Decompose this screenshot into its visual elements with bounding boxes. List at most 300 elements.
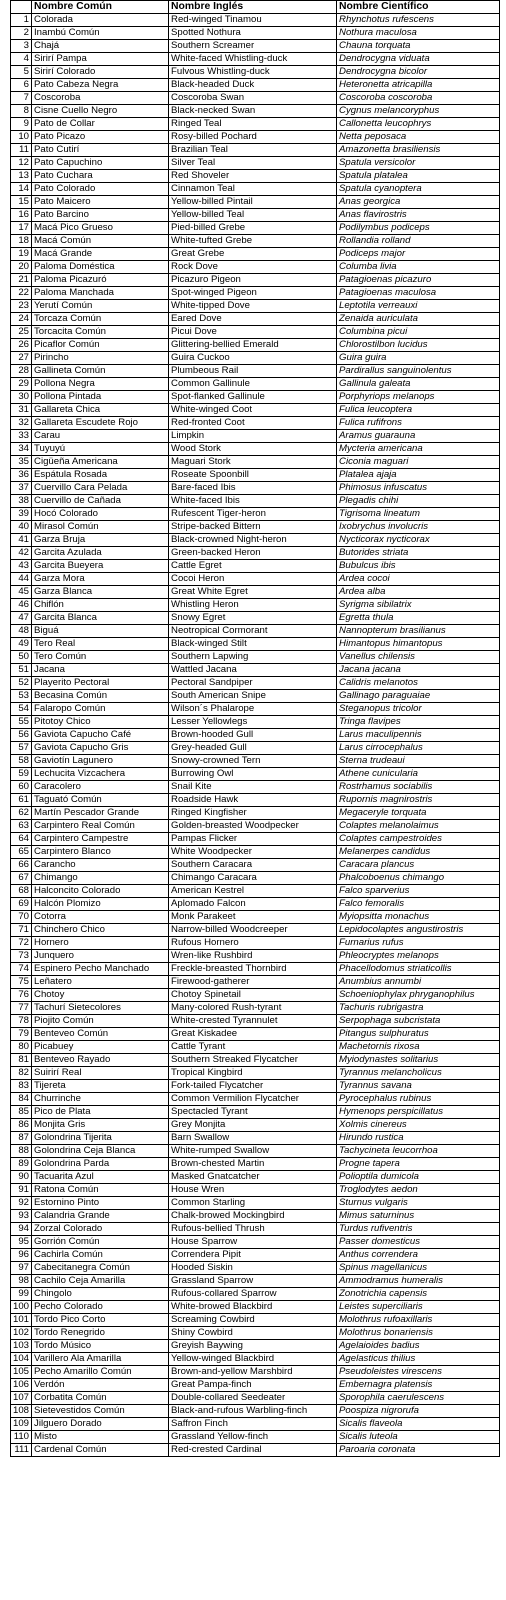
english-name-cell: Great Pampa-finch xyxy=(169,1379,337,1392)
common-name-cell: Pato Cutirí xyxy=(32,144,169,157)
table-row xyxy=(11,430,500,443)
row-number: 105 xyxy=(11,1366,32,1379)
english-name-cell: Screaming Cowbird xyxy=(169,1314,337,1327)
row-number: 98 xyxy=(11,1275,32,1288)
scientific-name-cell: Rollandia rolland xyxy=(337,235,500,248)
common-name-cell: Macá Grande xyxy=(32,248,169,261)
common-name-cell: Lechucita Vizcachera xyxy=(32,768,169,781)
row-number: 77 xyxy=(11,1002,32,1015)
common-name-cell: Pico de Plata xyxy=(32,1106,169,1119)
common-name-cell: Carau xyxy=(32,430,169,443)
english-name-cell: Black-and-rufous Warbling-finch xyxy=(169,1405,337,1418)
common-name-cell: Taguató Común xyxy=(32,794,169,807)
scientific-name-cell: Gallinago paraguaiae xyxy=(337,690,500,703)
table-row xyxy=(11,872,500,885)
scientific-name-cell: Dendrocygna bicolor xyxy=(337,66,500,79)
scientific-name-cell: Podiceps major xyxy=(337,248,500,261)
english-name-cell: Many-colored Rush-tyrant xyxy=(169,1002,337,1015)
scientific-name-cell: Molothrus rufoaxillaris xyxy=(337,1314,500,1327)
row-number: 2 xyxy=(11,27,32,40)
common-name-cell: Gaviota Capucho Café xyxy=(32,729,169,742)
common-name-cell: Garcita Bueyera xyxy=(32,560,169,573)
table-row xyxy=(11,508,500,521)
scientific-name-cell: Tachuris rubrigastra xyxy=(337,1002,500,1015)
english-name-cell: Narrow-billed Woodcreeper xyxy=(169,924,337,937)
english-name-cell: Wood Stork xyxy=(169,443,337,456)
table-row xyxy=(11,1418,500,1431)
common-name-cell: Tero Real xyxy=(32,638,169,651)
english-name-cell: Yellow-winged Blackbird xyxy=(169,1353,337,1366)
scientific-name-cell: Myiodynastes solitarius xyxy=(337,1054,500,1067)
common-name-cell: Chajá xyxy=(32,40,169,53)
table-row xyxy=(11,443,500,456)
table-row xyxy=(11,521,500,534)
row-number: 88 xyxy=(11,1145,32,1158)
scientific-name-cell: Anas georgica xyxy=(337,196,500,209)
english-name-cell: Rock Dove xyxy=(169,261,337,274)
scientific-name-cell: Mycteria americana xyxy=(337,443,500,456)
english-name-cell: Brown-chested Martin xyxy=(169,1158,337,1171)
row-number: 103 xyxy=(11,1340,32,1353)
scientific-name-cell: Passer domesticus xyxy=(337,1236,500,1249)
english-name-cell: Maguari Stork xyxy=(169,456,337,469)
english-name-cell: Grey-headed Gull xyxy=(169,742,337,755)
english-name-cell: Red-winged Tinamou xyxy=(169,14,337,27)
row-number: 80 xyxy=(11,1041,32,1054)
common-name-cell: Carpintero Real Común xyxy=(32,820,169,833)
english-name-cell: Chotoy Spinetail xyxy=(169,989,337,1002)
common-name-cell: Tacuarita Azul xyxy=(32,1171,169,1184)
common-name-cell: Hocó Colorado xyxy=(32,508,169,521)
english-name-cell: Barn Swallow xyxy=(169,1132,337,1145)
table-row xyxy=(11,1080,500,1093)
common-name-cell: Pollona Negra xyxy=(32,378,169,391)
common-name-cell: Gallareta Chica xyxy=(32,404,169,417)
english-name-cell: Rufous-collared Sparrow xyxy=(169,1288,337,1301)
common-name-cell: Cisne Cuello Negro xyxy=(32,105,169,118)
row-number: 85 xyxy=(11,1106,32,1119)
table-row xyxy=(11,131,500,144)
table-row xyxy=(11,924,500,937)
english-name-cell: Red-crested Cardinal xyxy=(169,1444,337,1457)
english-name-cell: Greyish Baywing xyxy=(169,1340,337,1353)
table-row xyxy=(11,534,500,547)
common-name-cell: Pirincho xyxy=(32,352,169,365)
scientific-name-cell: Syrigma sibilatrix xyxy=(337,599,500,612)
row-number: 32 xyxy=(11,417,32,430)
row-number: 37 xyxy=(11,482,32,495)
english-name-cell: Firewood-gatherer xyxy=(169,976,337,989)
table-row xyxy=(11,1067,500,1080)
common-name-cell: Pato Barcino xyxy=(32,209,169,222)
row-number: 59 xyxy=(11,768,32,781)
common-name-cell: Zorzal Colorado xyxy=(32,1223,169,1236)
table-row xyxy=(11,92,500,105)
table-row xyxy=(11,1353,500,1366)
english-name-cell: Cattle Tyrant xyxy=(169,1041,337,1054)
english-name-cell: Common Vermilion Flycatcher xyxy=(169,1093,337,1106)
english-name-cell: Limpkin xyxy=(169,430,337,443)
row-number: 75 xyxy=(11,976,32,989)
english-name-cell: Picui Dove xyxy=(169,326,337,339)
scientific-name-cell: Podilymbus podiceps xyxy=(337,222,500,235)
row-number: 33 xyxy=(11,430,32,443)
common-name-cell: Benteveo Común xyxy=(32,1028,169,1041)
english-name-cell: Correndera Pipit xyxy=(169,1249,337,1262)
row-number: 47 xyxy=(11,612,32,625)
common-name-cell: Cachilo Ceja Amarilla xyxy=(32,1275,169,1288)
scientific-name-cell: Vanellus chilensis xyxy=(337,651,500,664)
table-row xyxy=(11,1327,500,1340)
common-name-cell: Yerutí Común xyxy=(32,300,169,313)
row-number: 12 xyxy=(11,157,32,170)
table-row xyxy=(11,911,500,924)
table-row xyxy=(11,27,500,40)
english-name-cell: Guira Cuckoo xyxy=(169,352,337,365)
common-name-cell: Cabecitanegra Común xyxy=(32,1262,169,1275)
row-number: 27 xyxy=(11,352,32,365)
common-name-cell: Picaflor Común xyxy=(32,339,169,352)
row-number: 7 xyxy=(11,92,32,105)
scientific-name-cell: Sturnus vulgaris xyxy=(337,1197,500,1210)
row-number: 36 xyxy=(11,469,32,482)
table-row xyxy=(11,833,500,846)
table-row xyxy=(11,170,500,183)
english-name-cell: Black-necked Swan xyxy=(169,105,337,118)
english-name-cell: Lesser Yellowlegs xyxy=(169,716,337,729)
table-row xyxy=(11,638,500,651)
row-number: 109 xyxy=(11,1418,32,1431)
scientific-name-cell: Tyrannus savana xyxy=(337,1080,500,1093)
row-number: 110 xyxy=(11,1431,32,1444)
english-name-cell: Saffron Finch xyxy=(169,1418,337,1431)
scientific-name-cell: Patagioenas picazuro xyxy=(337,274,500,287)
scientific-name-cell: Ammodramus humeralis xyxy=(337,1275,500,1288)
row-number: 20 xyxy=(11,261,32,274)
row-number: 90 xyxy=(11,1171,32,1184)
table-row xyxy=(11,1106,500,1119)
scientific-name-cell: Larus maculipennis xyxy=(337,729,500,742)
table-row xyxy=(11,1314,500,1327)
common-name-cell: Cigüeña Americana xyxy=(32,456,169,469)
table-row xyxy=(11,209,500,222)
scientific-name-cell: Myiopsitta monachus xyxy=(337,911,500,924)
common-name-cell: Varillero Ala Amarilla xyxy=(32,1353,169,1366)
common-name-cell: Garza Blanca xyxy=(32,586,169,599)
scientific-name-cell: Phalcoboenus chimango xyxy=(337,872,500,885)
table-row xyxy=(11,196,500,209)
english-name-cell: Red Shoveler xyxy=(169,170,337,183)
common-name-cell: Pollona Pintada xyxy=(32,391,169,404)
english-name-cell: Great Kiskadee xyxy=(169,1028,337,1041)
english-name-cell: Fork-tailed Flycatcher xyxy=(169,1080,337,1093)
english-name-cell: Southern Screamer xyxy=(169,40,337,53)
common-name-cell: Paloma Doméstica xyxy=(32,261,169,274)
english-name-cell: Monk Parakeet xyxy=(169,911,337,924)
row-number: 15 xyxy=(11,196,32,209)
table-row xyxy=(11,742,500,755)
common-name-cell: Verdón xyxy=(32,1379,169,1392)
row-number: 87 xyxy=(11,1132,32,1145)
english-name-cell: Aplomado Falcon xyxy=(169,898,337,911)
table-row xyxy=(11,183,500,196)
row-number: 95 xyxy=(11,1236,32,1249)
scientific-name-cell: Fulica rufifrons xyxy=(337,417,500,430)
common-name-cell: Chimango xyxy=(32,872,169,885)
scientific-name-cell: Serpophaga subcristata xyxy=(337,1015,500,1028)
table-row xyxy=(11,1210,500,1223)
row-number: 101 xyxy=(11,1314,32,1327)
header-english-name: Nombre Inglés xyxy=(169,1,337,14)
scientific-name-cell: Hirundo rustica xyxy=(337,1132,500,1145)
english-name-cell: Black-headed Duck xyxy=(169,79,337,92)
common-name-cell: Garza Mora xyxy=(32,573,169,586)
scientific-name-cell: Tigrisoma lineatum xyxy=(337,508,500,521)
english-name-cell: Pectoral Sandpiper xyxy=(169,677,337,690)
english-name-cell: Roseate Spoonbill xyxy=(169,469,337,482)
common-name-cell: Churrinche xyxy=(32,1093,169,1106)
row-number: 31 xyxy=(11,404,32,417)
scientific-name-cell: Jacana jacana xyxy=(337,664,500,677)
common-name-cell: Hornero xyxy=(32,937,169,950)
table-row xyxy=(11,235,500,248)
english-name-cell: Chalk-browed Mockingbird xyxy=(169,1210,337,1223)
scientific-name-cell: Lepidocolaptes angustirostris xyxy=(337,924,500,937)
table-row xyxy=(11,1002,500,1015)
scientific-name-cell: Colaptes campestroides xyxy=(337,833,500,846)
common-name-cell: Paloma Picazuró xyxy=(32,274,169,287)
row-number: 18 xyxy=(11,235,32,248)
common-name-cell: Tachurí Sietecolores xyxy=(32,1002,169,1015)
row-number: 9 xyxy=(11,118,32,131)
english-name-cell: Snowy-crowned Tern xyxy=(169,755,337,768)
english-name-cell: Ringed Kingfisher xyxy=(169,807,337,820)
row-number: 99 xyxy=(11,1288,32,1301)
row-number: 14 xyxy=(11,183,32,196)
english-name-cell: White-tipped Dove xyxy=(169,300,337,313)
english-name-cell: Whistling Heron xyxy=(169,599,337,612)
scientific-name-cell: Sicalis luteola xyxy=(337,1431,500,1444)
scientific-name-cell: Spatula cyanoptera xyxy=(337,183,500,196)
table-row xyxy=(11,794,500,807)
english-name-cell: Red-fronted Coot xyxy=(169,417,337,430)
common-name-cell: Chinchero Chico xyxy=(32,924,169,937)
english-name-cell: Southern Streaked Flycatcher xyxy=(169,1054,337,1067)
table-row xyxy=(11,40,500,53)
row-number: 44 xyxy=(11,573,32,586)
scientific-name-cell: Sicalis flaveola xyxy=(337,1418,500,1431)
english-name-cell: Wren-like Rushbird xyxy=(169,950,337,963)
scientific-name-cell: Guira guira xyxy=(337,352,500,365)
table-row xyxy=(11,989,500,1002)
common-name-cell: Suirirí Real xyxy=(32,1067,169,1080)
common-name-cell: Tordo Renegrido xyxy=(32,1327,169,1340)
scientific-name-cell: Amazonetta brasiliensis xyxy=(337,144,500,157)
row-number: 62 xyxy=(11,807,32,820)
common-name-cell: Carancho xyxy=(32,859,169,872)
common-name-cell: Tero Común xyxy=(32,651,169,664)
table-row xyxy=(11,599,500,612)
english-name-cell: Rufous-bellied Thrush xyxy=(169,1223,337,1236)
table-row xyxy=(11,14,500,27)
scientific-name-cell: Xolmis cinereus xyxy=(337,1119,500,1132)
row-number: 40 xyxy=(11,521,32,534)
common-name-cell: Gorrión Común xyxy=(32,1236,169,1249)
common-name-cell: Benteveo Rayado xyxy=(32,1054,169,1067)
table-row xyxy=(11,1431,500,1444)
row-number: 4 xyxy=(11,53,32,66)
table-row xyxy=(11,287,500,300)
table-row xyxy=(11,937,500,950)
row-number: 82 xyxy=(11,1067,32,1080)
table-row xyxy=(11,300,500,313)
row-number: 17 xyxy=(11,222,32,235)
scientific-name-cell: Patagioenas maculosa xyxy=(337,287,500,300)
english-name-cell: Cinnamon Teal xyxy=(169,183,337,196)
table-row xyxy=(11,1275,500,1288)
common-name-cell: Inambú Común xyxy=(32,27,169,40)
row-number: 65 xyxy=(11,846,32,859)
table-row xyxy=(11,105,500,118)
table-row xyxy=(11,1223,500,1236)
table-row xyxy=(11,482,500,495)
common-name-cell: Cachirla Común xyxy=(32,1249,169,1262)
row-number: 42 xyxy=(11,547,32,560)
scientific-name-cell: Tyrannus melancholicus xyxy=(337,1067,500,1080)
scientific-name-cell: Columba livia xyxy=(337,261,500,274)
common-name-cell: Piojito Común xyxy=(32,1015,169,1028)
common-name-cell: Carpintero Campestre xyxy=(32,833,169,846)
scientific-name-cell: Agelasticus thilius xyxy=(337,1353,500,1366)
table-row xyxy=(11,846,500,859)
scientific-name-cell: Calidris melanotos xyxy=(337,677,500,690)
row-number: 23 xyxy=(11,300,32,313)
common-name-cell: Becasina Común xyxy=(32,690,169,703)
english-name-cell: Brown-hooded Gull xyxy=(169,729,337,742)
common-name-cell: Misto xyxy=(32,1431,169,1444)
table-row xyxy=(11,391,500,404)
scientific-name-cell: Hymenops perspicillatus xyxy=(337,1106,500,1119)
row-number: 84 xyxy=(11,1093,32,1106)
row-number: 69 xyxy=(11,898,32,911)
scientific-name-cell: Athene cunicularia xyxy=(337,768,500,781)
scientific-name-cell: Machetornis rixosa xyxy=(337,1041,500,1054)
table-row xyxy=(11,378,500,391)
common-name-cell: Torcaza Común xyxy=(32,313,169,326)
scientific-name-cell: Callonetta leucophrys xyxy=(337,118,500,131)
row-number: 50 xyxy=(11,651,32,664)
table-row xyxy=(11,1184,500,1197)
scientific-name-cell: Nothura maculosa xyxy=(337,27,500,40)
row-number: 57 xyxy=(11,742,32,755)
scientific-name-cell: Phleocryptes melanops xyxy=(337,950,500,963)
table-row xyxy=(11,677,500,690)
scientific-name-cell: Furnarius rufus xyxy=(337,937,500,950)
table-row xyxy=(11,1379,500,1392)
english-name-cell: Tropical Kingbird xyxy=(169,1067,337,1080)
table-row xyxy=(11,1015,500,1028)
common-name-cell: Cotorra xyxy=(32,911,169,924)
common-name-cell: Cuervillo Cara Pelada xyxy=(32,482,169,495)
row-number: 41 xyxy=(11,534,32,547)
scientific-name-cell: Dendrocygna viduata xyxy=(337,53,500,66)
table-row xyxy=(11,157,500,170)
scientific-name-cell: Sporophila caerulescens xyxy=(337,1392,500,1405)
common-name-cell: Pato Colorado xyxy=(32,183,169,196)
table-row xyxy=(11,66,500,79)
table-row xyxy=(11,1132,500,1145)
english-name-cell: Wilson´s Phalarope xyxy=(169,703,337,716)
row-number: 56 xyxy=(11,729,32,742)
scientific-name-cell: Paroaria coronata xyxy=(337,1444,500,1457)
common-name-cell: Martín Pescador Grande xyxy=(32,807,169,820)
row-number: 70 xyxy=(11,911,32,924)
common-name-cell: Sirirí Colorado xyxy=(32,66,169,79)
english-name-cell: South American Snipe xyxy=(169,690,337,703)
english-name-cell: Spectacled Tyrant xyxy=(169,1106,337,1119)
header-number xyxy=(11,1,32,14)
common-name-cell: Pato Cuchara xyxy=(32,170,169,183)
table-row xyxy=(11,963,500,976)
scientific-name-cell: Spatula platalea xyxy=(337,170,500,183)
scientific-name-cell: Ixobrychus involucris xyxy=(337,521,500,534)
row-number: 92 xyxy=(11,1197,32,1210)
english-name-cell: Great Grebe xyxy=(169,248,337,261)
scientific-name-cell: Troglodytes aedon xyxy=(337,1184,500,1197)
english-name-cell: Shiny Cowbird xyxy=(169,1327,337,1340)
header-row xyxy=(11,1,500,14)
common-name-cell: Pecho Amarillo Común xyxy=(32,1366,169,1379)
row-number: 60 xyxy=(11,781,32,794)
scientific-name-cell: Gallinula galeata xyxy=(337,378,500,391)
table-row xyxy=(11,456,500,469)
scientific-name-cell: Netta peposaca xyxy=(337,131,500,144)
common-name-cell: Jilguero Dorado xyxy=(32,1418,169,1431)
common-name-cell: Ratona Común xyxy=(32,1184,169,1197)
row-number: 6 xyxy=(11,79,32,92)
row-number: 53 xyxy=(11,690,32,703)
row-number: 28 xyxy=(11,365,32,378)
english-name-cell: White Woodpecker xyxy=(169,846,337,859)
scientific-name-cell: Nycticorax nycticorax xyxy=(337,534,500,547)
table-row xyxy=(11,625,500,638)
scientific-name-cell: Falco sparverius xyxy=(337,885,500,898)
row-number: 24 xyxy=(11,313,32,326)
row-number: 8 xyxy=(11,105,32,118)
row-number: 76 xyxy=(11,989,32,1002)
english-name-cell: American Kestrel xyxy=(169,885,337,898)
common-name-cell: Golondrina Ceja Blanca xyxy=(32,1145,169,1158)
table-row xyxy=(11,274,500,287)
english-name-cell: Rosy-billed Pochard xyxy=(169,131,337,144)
scientific-name-cell: Schoeniophylax phryganophilus xyxy=(337,989,500,1002)
table-row xyxy=(11,339,500,352)
row-number: 97 xyxy=(11,1262,32,1275)
table-row xyxy=(11,716,500,729)
table-row xyxy=(11,1405,500,1418)
row-number: 66 xyxy=(11,859,32,872)
row-number: 13 xyxy=(11,170,32,183)
table-row xyxy=(11,417,500,430)
scientific-name-cell: Zenaida auriculata xyxy=(337,313,500,326)
english-name-cell: Fulvous Whistling-duck xyxy=(169,66,337,79)
row-number: 73 xyxy=(11,950,32,963)
table-row xyxy=(11,144,500,157)
common-name-cell: Halcón Plomizo xyxy=(32,898,169,911)
row-number: 11 xyxy=(11,144,32,157)
row-number: 93 xyxy=(11,1210,32,1223)
english-name-cell: White-browed Blackbird xyxy=(169,1301,337,1314)
